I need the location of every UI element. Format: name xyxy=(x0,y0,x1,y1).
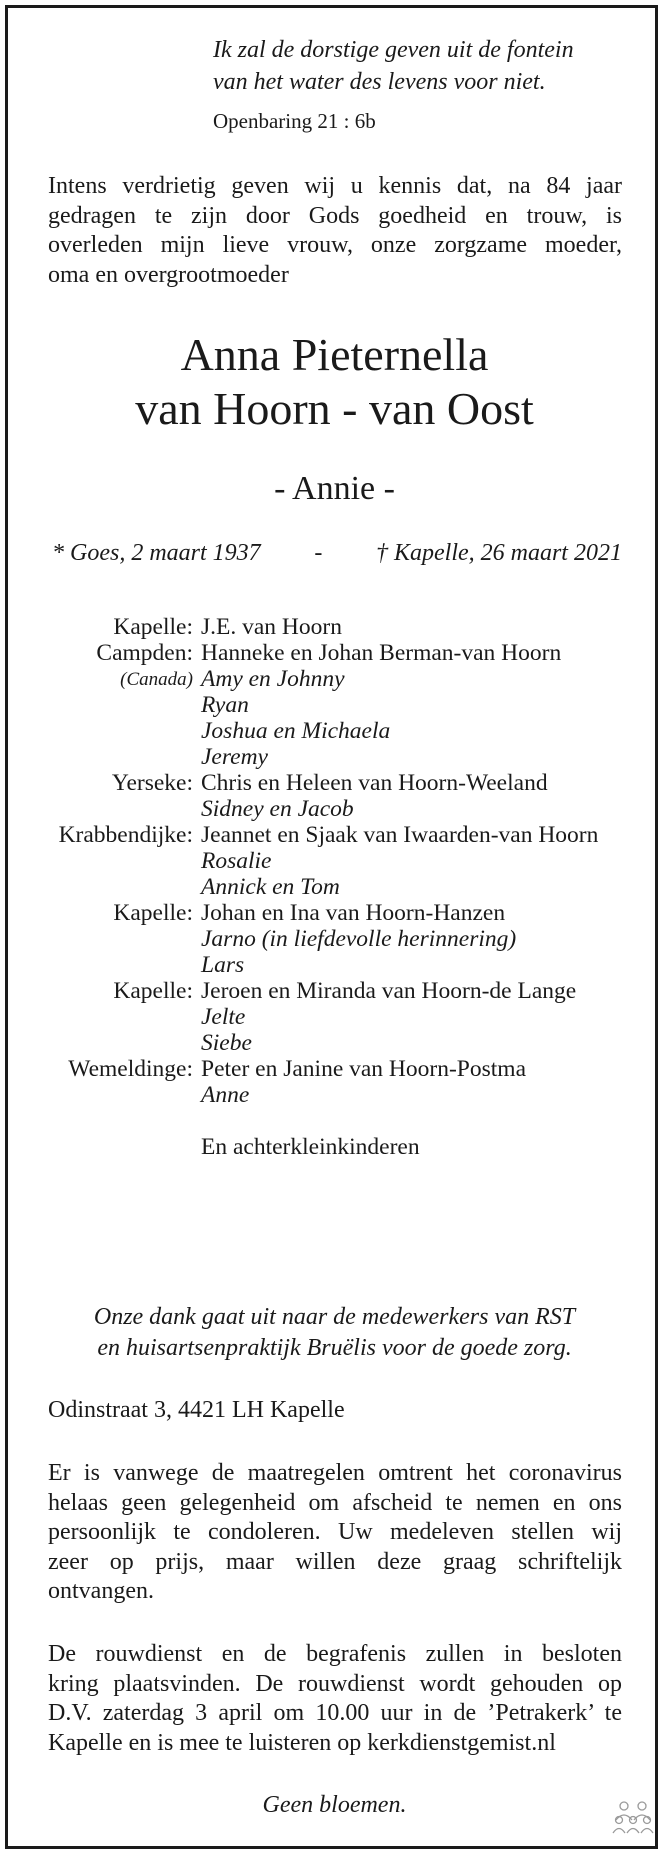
bible-verse xyxy=(213,34,574,98)
family-names: Chris en Heleen van Hoorn-Weeland xyxy=(201,770,548,796)
family-names: En achterkleinkinderen xyxy=(201,1134,420,1160)
intro-line: overleden mijn lieve vrouw, onze zorgzame moeder, xyxy=(48,232,622,258)
date-separator: - xyxy=(314,540,323,566)
corona-line: helaas geen gelegenheid om afscheid te nemen en ons xyxy=(48,1489,622,1516)
family-place: Kapelle: xyxy=(113,900,193,926)
family-place: (Canada) xyxy=(120,669,193,690)
family-names: Rosalie xyxy=(201,848,272,874)
family-place: Kapelle: xyxy=(113,978,193,1004)
corona-line: persoonlijk te condoleren. Uw medeleven stellen wij xyxy=(48,1519,622,1545)
family-names: Sidney en Jacob xyxy=(201,796,354,822)
family-place: Campden: xyxy=(96,640,193,666)
service-line: Kapelle en is mee te luisteren op kerkdienstgemist.nl xyxy=(48,1729,556,1756)
home-address: Odinstraat 3, 4421 LH Kapelle xyxy=(48,1397,345,1423)
family-names: Amy en Johnny xyxy=(201,666,345,692)
death-date: † Kapelle, 26 maart 2021 xyxy=(375,540,622,566)
no-flowers-note: Geen bloemen. xyxy=(262,1792,407,1818)
family-names: Annick en Tom xyxy=(201,874,340,900)
family-names: Jeremy xyxy=(201,744,268,770)
service-line: D.V. zaterdag 3 april om 10.00 uur in de ’Petrakerk’ te xyxy=(48,1700,622,1726)
family-place: Yerseke: xyxy=(111,770,193,796)
family-names: Peter en Janine van Hoorn-Postma xyxy=(201,1056,527,1082)
corona-line: Er is vanwege de maatregelen omtrent het coronavirus xyxy=(48,1460,622,1486)
family-names: Jeannet en Sjaak van Iwaarden-van Hoorn xyxy=(201,822,599,848)
service-paragraph xyxy=(48,1640,622,1758)
deceased-name-line1: Anna Pieternella xyxy=(180,329,489,380)
family-names: Ryan xyxy=(201,692,249,718)
verse-line: van het water des levens voor niet. xyxy=(213,69,546,95)
deceased-nickname: - Annie - xyxy=(274,470,395,507)
family-row xyxy=(0,1134,669,1164)
corona-line: zeer op prijs, maar willen deze graag schriftelijk xyxy=(48,1548,622,1575)
family-place: Wemeldinge: xyxy=(68,1056,193,1082)
family-names: J.E. van Hoorn xyxy=(201,614,342,640)
service-line: De rouwdienst en de begrafenis zullen in besloten xyxy=(48,1641,622,1667)
thanks-line: en huisartsenpraktijk Bruëlis voor de goede zorg. xyxy=(97,1335,572,1361)
thanks-line: Onze dank gaat uit naar de medewerkers van RST xyxy=(93,1304,576,1330)
family-names: Jelte xyxy=(201,1004,246,1030)
intro-paragraph xyxy=(48,172,622,290)
family-place: Krabbendijke: xyxy=(58,822,193,848)
intro-line: Intens verdrietig geven wij u kennis dat, na 84 jaar xyxy=(48,173,622,199)
corona-paragraph xyxy=(48,1459,622,1607)
birth-date: * Goes, 2 maart 1937 xyxy=(52,540,261,566)
service-line: kring plaatsvinden. De rouwdienst wordt gehouden op xyxy=(48,1670,622,1697)
people-logo-icon xyxy=(612,1800,654,1834)
family-names: Johan en Ina van Hoorn-Hanzen xyxy=(201,900,506,926)
family-names: Hanneke en Johan Berman-van Hoorn xyxy=(201,640,562,666)
deceased-name-line2: van Hoorn - van Oost xyxy=(135,383,534,434)
life-dates xyxy=(52,540,622,567)
family-names: Anne xyxy=(201,1082,250,1108)
family-names: Lars xyxy=(201,952,245,978)
verse-reference: Openbaring 21 : 6b xyxy=(213,109,376,133)
intro-line: gedragen te zijn door Gods goedheid en trouw, is xyxy=(48,202,622,229)
family-names: Jarno (in liefdevolle herinnering) xyxy=(201,926,517,952)
corona-line: ontvangen. xyxy=(48,1578,154,1604)
verse-line: Ik zal de dorstige geven uit de fontein xyxy=(213,37,574,63)
intro-line: oma en overgrootmoeder xyxy=(48,261,289,288)
thanks-text xyxy=(0,1302,669,1364)
family-names: Jeroen en Miranda van Hoorn-de Lange xyxy=(201,978,577,1004)
family-place: Kapelle: xyxy=(113,614,193,640)
family-names: Joshua en Michaela xyxy=(201,718,391,744)
family-names: Siebe xyxy=(201,1030,252,1056)
